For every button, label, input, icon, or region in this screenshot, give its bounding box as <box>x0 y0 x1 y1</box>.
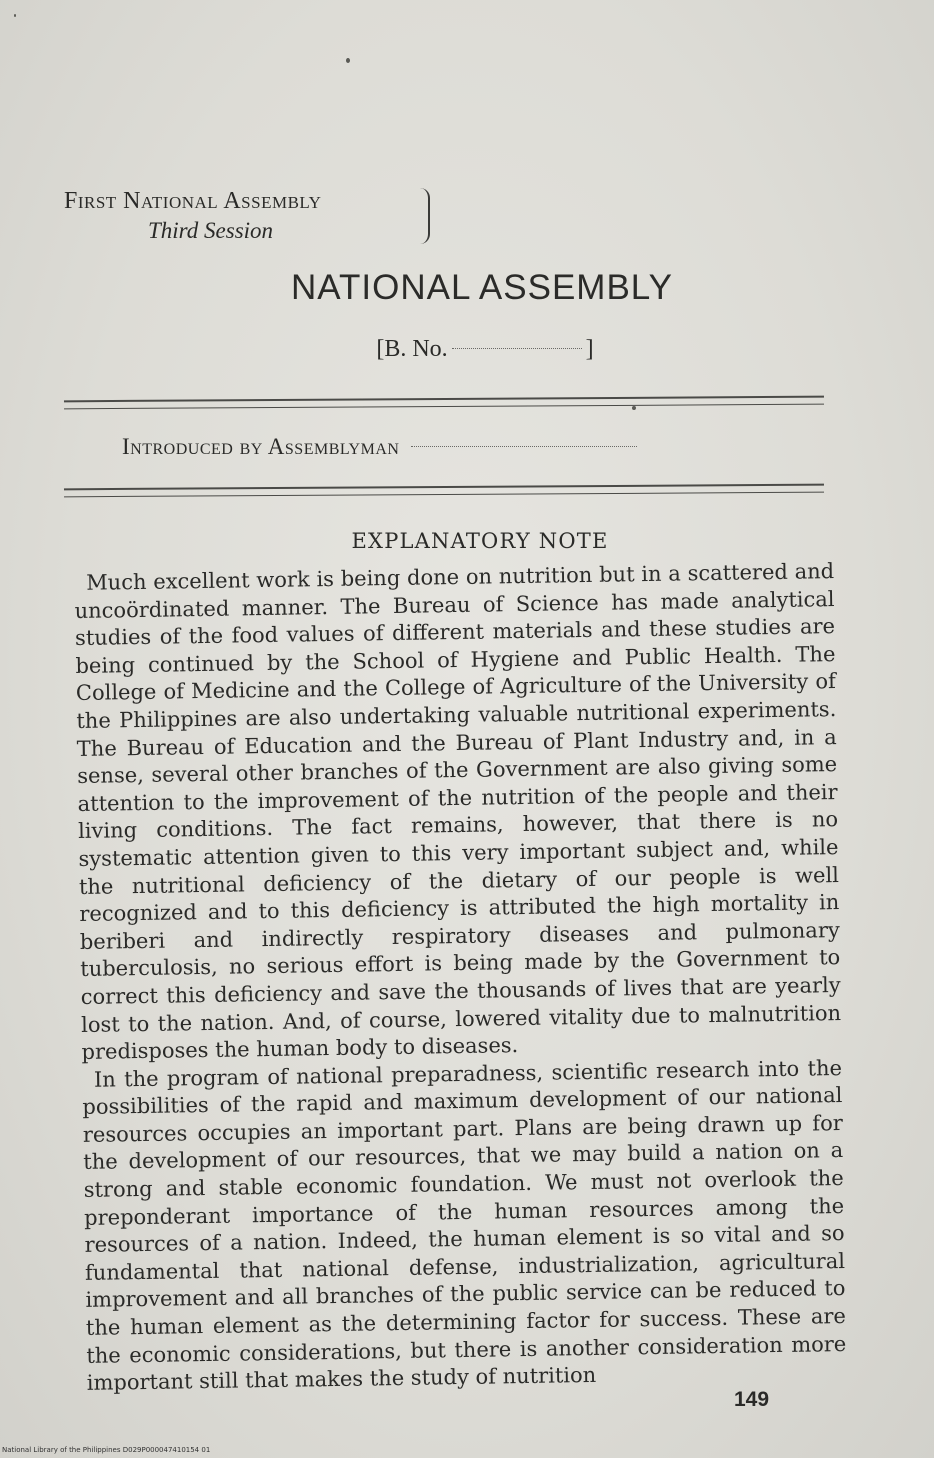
bill-number-line <box>0 336 934 363</box>
archive-credit: National Library of the Philippines D029P000047410154 01 <box>2 1446 211 1454</box>
session-label: Third Session <box>148 218 274 243</box>
double-rule-bottom <box>64 484 824 498</box>
explanatory-note-body <box>74 558 847 1398</box>
bill-number-blank <box>452 348 582 349</box>
bill-number-suffix: ] <box>585 336 594 362</box>
introduced-by-label: Introduced by Assemblyman <box>122 434 400 459</box>
brace-mark <box>416 188 430 244</box>
explanatory-note-heading: EXPLANATORY NOTE <box>351 529 609 553</box>
assemblyman-blank <box>411 446 637 447</box>
session-header <box>64 186 464 246</box>
introduced-by-line <box>122 434 641 460</box>
ink-speck <box>346 58 350 63</box>
paragraph: Much excellent work is being done on nutrition but in a scattered and uncoördinated manner. The Bureau of Science has made analytical studies of the food values of different materials and these studies are being continued by the School of Hygiene and Public Health. The College of Medicine and the College of Agriculture of the University of the Philippines are also undertaking valuable nutritional experiments. The Bureau of Education and the Bureau of Plant Industry and, in a sense, several other branches of the Government are also giving some attention to the improvement of the nutrition of the people and their living conditions. The fact remains, however, that there is no systematic attention given to this very important subject and, while the nutritional deficiency of the dietary of our people is well recognized and to this deficiency is attributed the high mortality in beriberi and indirectly respiratory diseases and pulmonary tuberculosis, no serious effort is being made by the Government to correct this deficiency and save the thousands of lives that are yearly lost to the nation. And, of course, lowered vitality due to malnutrition predisposes the human body to diseases. <box>74 559 842 1065</box>
bill-number-prefix: [B. No. <box>376 336 448 362</box>
page-title: NATIONAL ASSEMBLY <box>290 268 674 307</box>
double-rule-top <box>64 396 824 410</box>
assembly-label: First National Assembly <box>64 188 322 214</box>
page-number: 149 <box>734 1388 770 1411</box>
ink-speck <box>632 406 636 410</box>
ink-speck <box>14 14 16 17</box>
paragraph: In the program of national preparadness, scientific research into the possibilities of the rapid and maximum development of our national resources occupies an important part. Plans are being drawn up for the development of our resources, that we may build a nation on a strong and stable economic foundation. We must not overlook the preponderant importance of the human resources among the resources of a nation. Indeed, the human element is so vital and so fundamental that national defense, industrialization, agricultural improvement and all branches of the public service can be reduced to the human element as the determining factor for success. These are the economic considerations, but there is another consideration more important still that makes the study of nutrition <box>82 1055 847 1396</box>
